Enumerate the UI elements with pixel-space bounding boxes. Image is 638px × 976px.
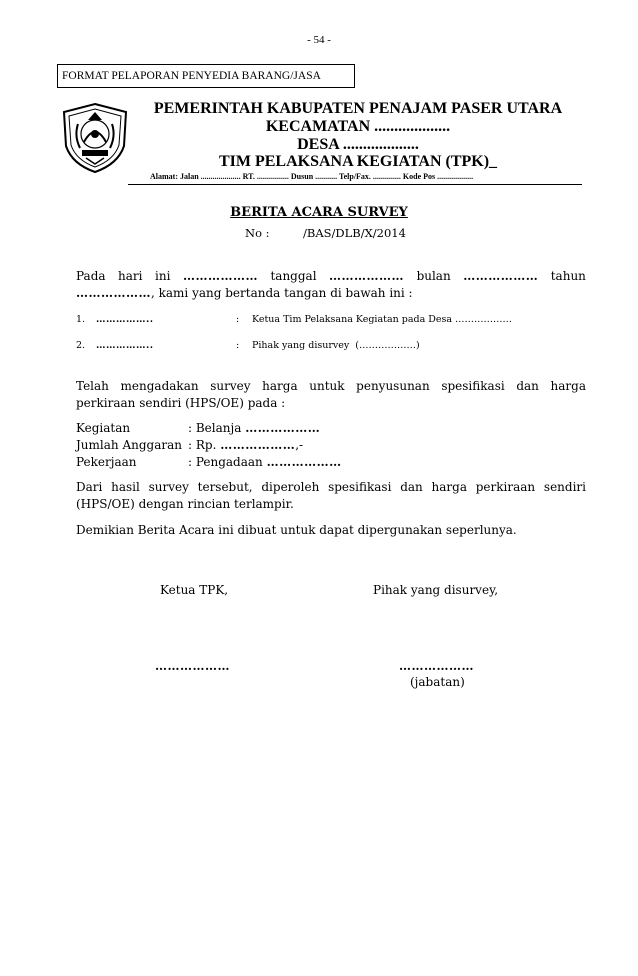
signature-left-name-blank: ………………	[155, 659, 230, 673]
detail-value-blank: ………………	[266, 455, 342, 469]
intro-word: bulan	[416, 269, 451, 283]
detail-label: Kegiatan	[76, 421, 131, 435]
party-name-blank: ……………..	[96, 340, 154, 351]
party-row-1	[76, 314, 586, 325]
intro-month-blank: ………………	[463, 269, 539, 283]
number-value: /BAS/DLB/X/2014	[303, 226, 406, 240]
party-number: 2.	[76, 340, 86, 351]
header-desa: DESA ...................	[297, 136, 419, 153]
intro-word: tanggal	[270, 269, 317, 283]
detail-value-blank: ………………	[245, 421, 321, 435]
signature-right-role: (jabatan)	[410, 675, 465, 689]
header-address: Alamat: Jalan .................... RT. ................ Dusun ........... Telp/Fax. .............. Kode Pos ..................	[150, 172, 474, 181]
intro-paragraph	[76, 268, 586, 302]
document-title: BERITA ACARA SURVEY	[230, 205, 408, 220]
signature-right-title: Pihak yang disurvey,	[373, 583, 499, 597]
party-row-2	[76, 340, 586, 351]
intro-word: tahun	[550, 269, 586, 283]
closing-paragraph: Demikian Berita Acara ini dibuat untuk dapat dipergunakan seperlunya.	[76, 523, 517, 537]
detail-label: Pekerjaan	[76, 455, 137, 469]
regency-emblem-logo	[60, 102, 130, 174]
detail-value-blank: ………………	[220, 438, 296, 452]
intro-word: ini	[155, 269, 171, 283]
party-number: 1.	[76, 314, 86, 325]
survey-paragraph: Telah mengadakan survey harga untuk penyusunan spesifikasi dan harga perkiraan sendiri (HPS/OE) pada :	[76, 379, 586, 410]
header-tpk: TIM PELAKSANA KEGIATAN (TPK)_	[218, 153, 498, 170]
result-paragraph: Dari hasil survey tersebut, diperoleh spesifikasi dan harga perkiraan sendiri (HPS/OE) dengan rincian terlampir.	[76, 480, 586, 511]
intro-rest: , kami yang bertanda tangan di bawah ini :	[151, 286, 413, 300]
header-divider	[128, 184, 582, 185]
signature-right-name-blank: ………………	[399, 659, 474, 673]
intro-year-blank: ………………	[76, 286, 151, 300]
party-colon: :	[236, 314, 240, 325]
signature-left-title: Ketua TPK,	[160, 583, 229, 597]
detail-kegiatan	[76, 420, 321, 437]
detail-jumlah-anggaran	[76, 437, 304, 454]
detail-label: Jumlah Anggaran	[76, 438, 182, 452]
detail-colon: : Belanja ………………	[188, 421, 321, 435]
party-name-blank: ……………..	[96, 314, 154, 325]
detail-pekerjaan	[76, 454, 342, 471]
header-kecamatan: KECAMATAN ...................	[265, 118, 451, 135]
intro-word: Pada	[76, 269, 106, 283]
format-label-box: FORMAT PELAPORAN PENYEDIA BARANG/JASA	[57, 64, 355, 88]
page-number: - 54 -	[307, 34, 331, 46]
header-government: PEMERINTAH KABUPATEN PENAJAM PASER UTARA	[153, 100, 563, 117]
detail-colon: : Rp. ………………,-	[188, 438, 304, 452]
intro-word: hari	[118, 269, 143, 283]
party-position-blank: (………………)	[355, 340, 420, 351]
number-label: No :	[245, 226, 270, 240]
party-description: Ketua Tim Pelaksana Kegiatan pada Desa ………………	[252, 314, 513, 325]
detail-colon: : Pengadaan ………………	[188, 455, 342, 469]
intro-date-blank: ………………	[329, 269, 405, 283]
party-description: Pihak yang disurvey (………………)	[252, 340, 420, 351]
intro-day-blank: ………………	[182, 269, 258, 283]
party-colon: :	[236, 340, 240, 351]
